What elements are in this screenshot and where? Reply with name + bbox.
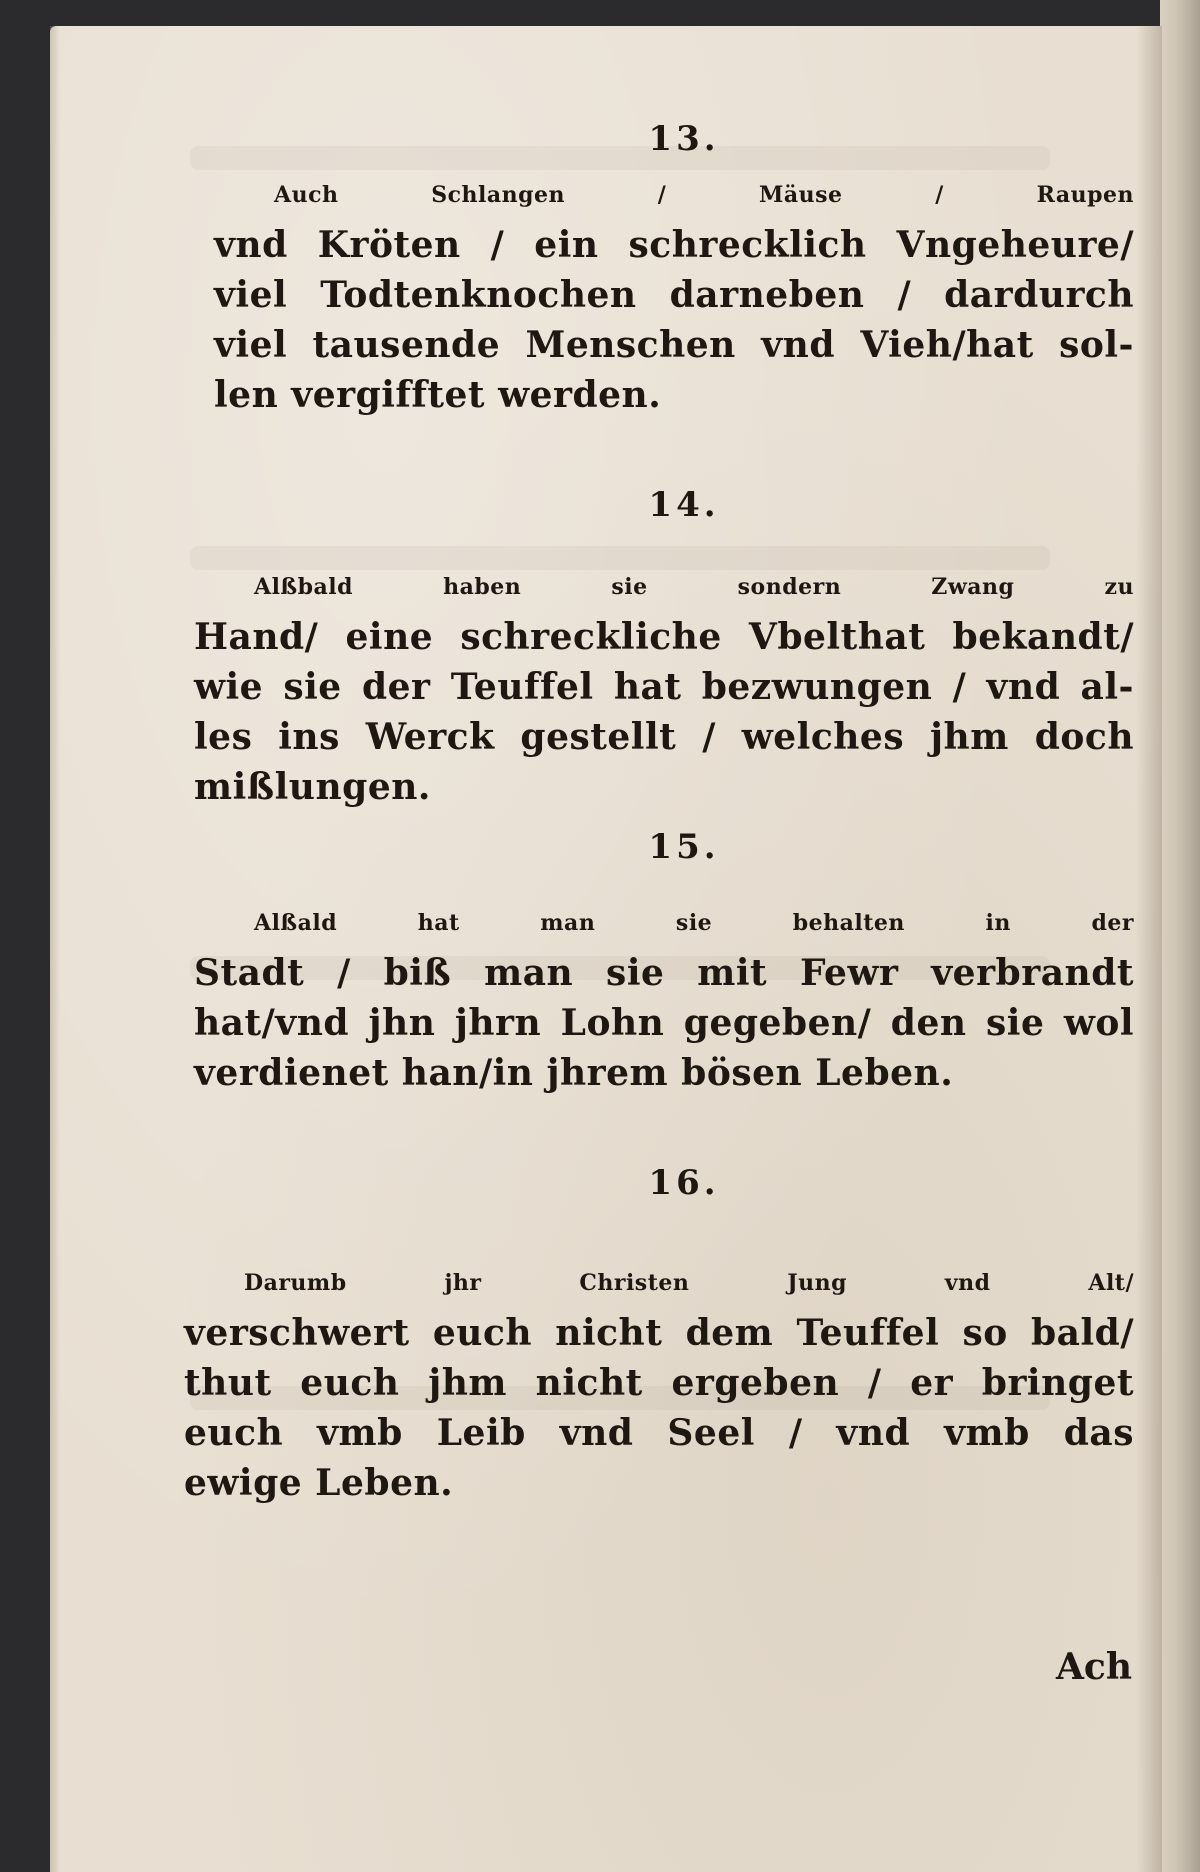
stanza-line: Darumb jhr Christen Jung vnd Alt/ xyxy=(244,1270,1134,1296)
stanza-line: hat/vnd jhn jhrn Lohn gegeben/ den sie wol xyxy=(194,1002,1134,1044)
stanza-line: vnd Kröten / ein schrecklich Vngeheure/ xyxy=(214,224,1134,266)
stanza-line: viel tausende Menschen vnd Vieh/hat sol- xyxy=(214,324,1134,366)
stanza-line: euch vmb Leib vnd Seel / vnd vmb das xyxy=(184,1412,1134,1454)
stanza-line: ewige Leben. xyxy=(184,1462,454,1504)
stanza-15 xyxy=(194,898,1134,1098)
stanza-line: viel Todtenknochen darneben / dardurch xyxy=(214,274,1134,316)
stanza-line: verdienet han/in jhrem bösen Leben. xyxy=(194,1052,954,1094)
stanza-line: Stadt / biß man sie mit Fewr verbrandt xyxy=(194,952,1134,994)
stanza-number: 14. xyxy=(648,485,720,525)
stanza-line: Alßald hat man sie behalten in der xyxy=(254,910,1134,936)
stanza-line: Auch Schlangen / Mäuse / Raupen xyxy=(274,182,1134,208)
stanza-number: 16. xyxy=(648,1163,720,1203)
stanza-line: Hand/ eine schreckliche Vbelthat bekandt/ xyxy=(194,616,1134,658)
catchword: Ach xyxy=(1056,1646,1133,1688)
book-page xyxy=(50,26,1162,1872)
stanza-line: Alßbald haben sie sondern Zwang zu xyxy=(254,574,1134,600)
stanza-line: les ins Werck gestellt / welches jhm doch xyxy=(194,716,1134,758)
stanza-line: verschwert euch nicht dem Teuffel so bald/ xyxy=(184,1312,1134,1354)
stanza-line: mißlungen. xyxy=(194,766,431,808)
page-edge-shading xyxy=(50,26,60,1872)
stanza-13 xyxy=(214,170,1134,420)
facing-page-edge xyxy=(1160,0,1200,1872)
verse-text xyxy=(184,116,1134,1508)
stanza-14 xyxy=(194,562,1134,812)
stanza-16 xyxy=(184,1258,1134,1508)
gutter-shadow xyxy=(1136,26,1162,1872)
stanza-line: wie sie der Teuffel hat bezwungen / vnd al- xyxy=(194,666,1134,708)
stanza-number: 15. xyxy=(648,827,720,867)
stanza-line: len vergifftet werden. xyxy=(214,374,662,416)
stanza-number: 13. xyxy=(648,119,720,159)
stanza-line: thut euch jhm nicht ergeben / er bringet xyxy=(184,1362,1134,1404)
